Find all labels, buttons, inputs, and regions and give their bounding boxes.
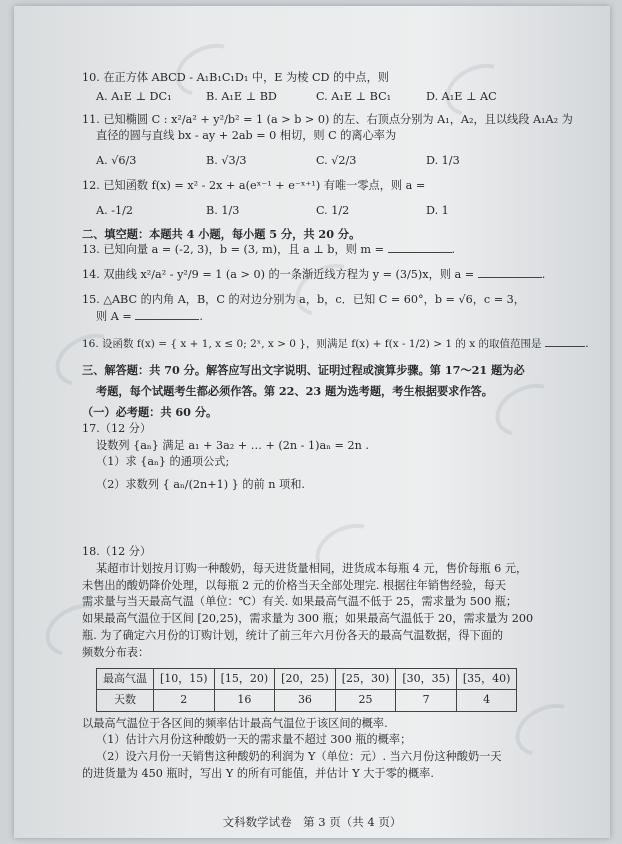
question-11 (82, 112, 573, 170)
section-heading-fill-in: 二、填空题：本题共 4 小题，每小题 5 分，共 20 分。 (82, 226, 361, 241)
option-d: D. 1/3 (426, 154, 460, 168)
option-b: B. 1/3 (206, 203, 240, 217)
question-options (82, 203, 552, 220)
answer-blank (135, 319, 199, 320)
table-header-cell: 天数 (97, 690, 154, 712)
question-text: 频数分布表： (82, 645, 150, 659)
table-row (97, 668, 517, 690)
exam-content (82, 70, 589, 783)
table-cell: 36 (275, 690, 336, 712)
option-c: C. 1/2 (316, 203, 350, 217)
table-cell: [30，35) (396, 668, 457, 690)
question-text: 则 A = (96, 309, 132, 323)
question-part-1: （1）求 {aₙ} 的通项公式; (96, 455, 230, 469)
question-text: 未售出的酸奶降价处理，以每瓶 2 元的价格当天全部处理完. 根据往年销售经验，每天 (82, 578, 507, 592)
question-text: 如果最高气温位于区间 [20,25)，需求量为 300 瓶；如果最高气温低于 20，需求量为 200 (82, 612, 534, 626)
table-cell: 25 (335, 690, 396, 712)
exam-sheet (14, 6, 610, 838)
table-cell: 4 (456, 690, 517, 712)
table-cell: [35，40) (456, 668, 517, 690)
question-12 (82, 178, 552, 220)
question-options (82, 153, 552, 170)
answer-blank (478, 277, 542, 278)
question-part-1: （1）估计六月份这种酸奶一天的需求量不超过 300 瓶的概率； (96, 733, 412, 747)
question-text: 13. 已知向量 a = (-2, 3)，b = (3, m)，且 a ⊥ b，则 m = (82, 243, 384, 257)
question-text: 15. △ABC 的内角 A，B，C 的对边分别为 a，b，c．已知 C = 60°，b = √6，c = 3， (82, 292, 525, 306)
question-text: 需求量与当天最高气温（单位：℃）有关. 如果最高气温不低于 25，需求量为 500 瓶； (82, 595, 518, 609)
question-10 (82, 70, 552, 106)
question-head: 18.（12 分） (82, 544, 152, 558)
table-cell: 16 (214, 690, 275, 712)
option-d: D. A₁E ⊥ AC (426, 89, 497, 103)
question-part-2: （2）求数列 { aₙ/(2n+1) } 的前 n 项和. (96, 478, 305, 492)
table-cell: [20，25) (275, 668, 336, 690)
page-footer: 文科数学试卷 第 3 页（共 4 页） (222, 815, 402, 829)
subsection-required: （一）必考题：共 60 分。 (82, 404, 218, 419)
question-options (82, 89, 552, 106)
answer-blank (388, 252, 452, 253)
question-stem: 10. 在正方体 ABCD - A₁B₁C₁D₁ 中，E 为棱 CD 的中点，则 (82, 71, 389, 84)
answer-space (82, 494, 552, 544)
period: . (585, 336, 589, 350)
question-14 (82, 267, 552, 284)
option-c: C. A₁E ⊥ BC₁ (316, 89, 392, 103)
question-text: 16. 设函数 f(x) = { x + 1, x ≤ 0; 2ˣ, x > 0 }，则满足 f(x) + f(x - 1/2) > 1 的 x 的取值范围是 (82, 337, 542, 350)
period: . (199, 309, 203, 323)
table-cell: 7 (396, 690, 457, 712)
option-d: D. 1 (426, 203, 449, 217)
question-head: 17.（12 分） (82, 421, 152, 435)
question-stem-cont: 直径的圆与直线 bx - ay + 2ab = 0 相切，则 C 的离心率为 (96, 129, 397, 143)
question-text: 以最高气温位于各区间的频率估计最高气温位于该区间的概率. (82, 716, 388, 730)
question-stem: 12. 已知函数 f(x) = x² - 2x + a(eˣ⁻¹ + e⁻ˣ⁺¹) 有唯一零点，则 a = (82, 178, 426, 192)
section-heading-problems: 三、解答题：共 70 分。解答应写出文字说明、证明过程或演算步骤。第 17～21 题为必 (82, 363, 525, 378)
option-b: B. √3/3 (206, 154, 247, 168)
table-row (97, 690, 517, 712)
question-text: 某超市计划按月订购一种酸奶，每天进货量相同，进货成本每瓶 4 元，售价每瓶 6 元， (96, 561, 528, 575)
table-cell: [15，20) (214, 668, 275, 690)
question-part-2-cont: 的进货量为 450 瓶时，写出 Y 的所有可能值，并估计 Y 大于零的概率. (82, 766, 434, 780)
question-16 (82, 336, 589, 353)
option-c: C. √2/3 (316, 154, 357, 168)
question-text: 设数列 {aₙ} 满足 a₁ + 3a₂ + … + (2n - 1)aₙ = 2n . (96, 438, 369, 452)
option-b: B. A₁E ⊥ BD (206, 89, 277, 103)
table-cell: 2 (154, 690, 215, 712)
question-text: 瓶. 为了确定六月份的订购计划，统计了前三年六月份各天的最高气温数据，得下面的 (82, 628, 504, 642)
answer-blank (545, 346, 585, 347)
period: . (541, 268, 546, 282)
frequency-table (96, 668, 517, 712)
question-part-2: （2）设六月份一天销售这种酸奶的利润为 Y（单位：元）. 当六月份这种酸奶一天 (96, 750, 502, 764)
period: . (451, 243, 456, 257)
question-text: 14. 双曲线 x²/a² - y²/9 = 1 (a > 0) 的一条渐近线方程为 y = (3/5)x，则 a = (82, 268, 475, 282)
option-a: A. -1/2 (96, 203, 133, 217)
option-a: A. A₁E ⊥ DC₁ (96, 89, 172, 103)
table-cell: [25，30) (335, 668, 396, 690)
question-13 (82, 242, 552, 259)
option-a: A. √6/3 (96, 154, 137, 168)
table-header-cell: 最高气温 (97, 668, 154, 690)
question-stem: 11. 已知椭圆 C : x²/a² + y²/b² = 1 (a > b > 0) 的左、右顶点分别为 A₁，A₂，且以线段 A₁A₂ 为 (82, 112, 573, 126)
question-17 (82, 421, 552, 494)
question-15 (82, 292, 552, 326)
section-heading-problems-cont: 考题，每个试题考生都必须作答。第 22、23 题为选考题，考生根据要求作答。 (96, 384, 493, 399)
question-text-cont (82, 309, 552, 326)
question-18 (82, 544, 552, 783)
table-cell: [10，15) (154, 668, 215, 690)
